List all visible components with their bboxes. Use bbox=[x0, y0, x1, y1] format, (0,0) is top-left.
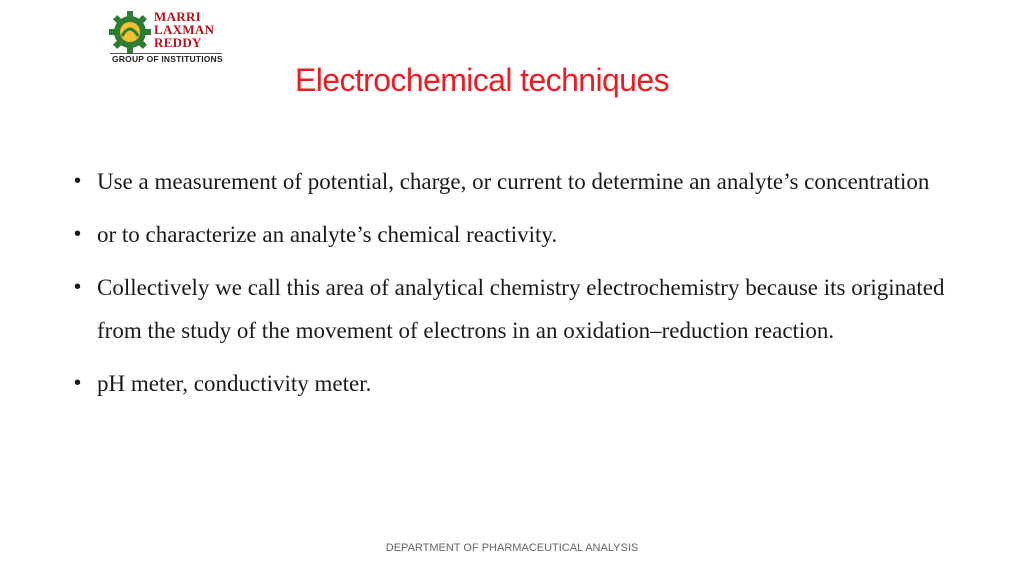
bullet-dot-icon: • bbox=[74, 372, 82, 394]
bullet-list bbox=[74, 160, 954, 415]
logo-name-line: LAXMAN bbox=[154, 22, 215, 37]
bullet-text: Collectively we call this area of analytical chemistry electrochemistry because its originated from the study of the movement of electrons in an oxidation–reduction reaction. bbox=[97, 275, 945, 343]
slide-title: Electrochemical techniques bbox=[295, 62, 669, 98]
footer-department: DEPARTMENT OF PHARMACEUTICAL ANALYSIS bbox=[385, 542, 639, 554]
bullet-item bbox=[74, 160, 954, 203]
bullet-dot-icon: • bbox=[74, 276, 82, 298]
bullet-item bbox=[74, 266, 954, 352]
bullet-dot-icon: • bbox=[74, 223, 82, 245]
bullet-item bbox=[74, 362, 954, 405]
logo-name-line: MARRI bbox=[154, 9, 201, 24]
bullet-text: pH meter, conductivity meter. bbox=[97, 371, 372, 396]
bullet-item bbox=[74, 213, 954, 256]
bullet-text: or to characterize an analyte’s chemical reactivity. bbox=[97, 222, 558, 247]
gear-emblem-icon bbox=[108, 10, 152, 54]
bullet-text: Use a measurement of potential, charge, or current to determine an analyte’s concentration bbox=[97, 169, 930, 194]
logo-tagline: GROUP OF INSTITUTIONS bbox=[112, 54, 223, 64]
institution-logo bbox=[108, 8, 226, 66]
logo-name-line: REDDY bbox=[154, 35, 202, 50]
logo-name bbox=[154, 10, 214, 49]
bullet-dot-icon: • bbox=[74, 170, 82, 192]
